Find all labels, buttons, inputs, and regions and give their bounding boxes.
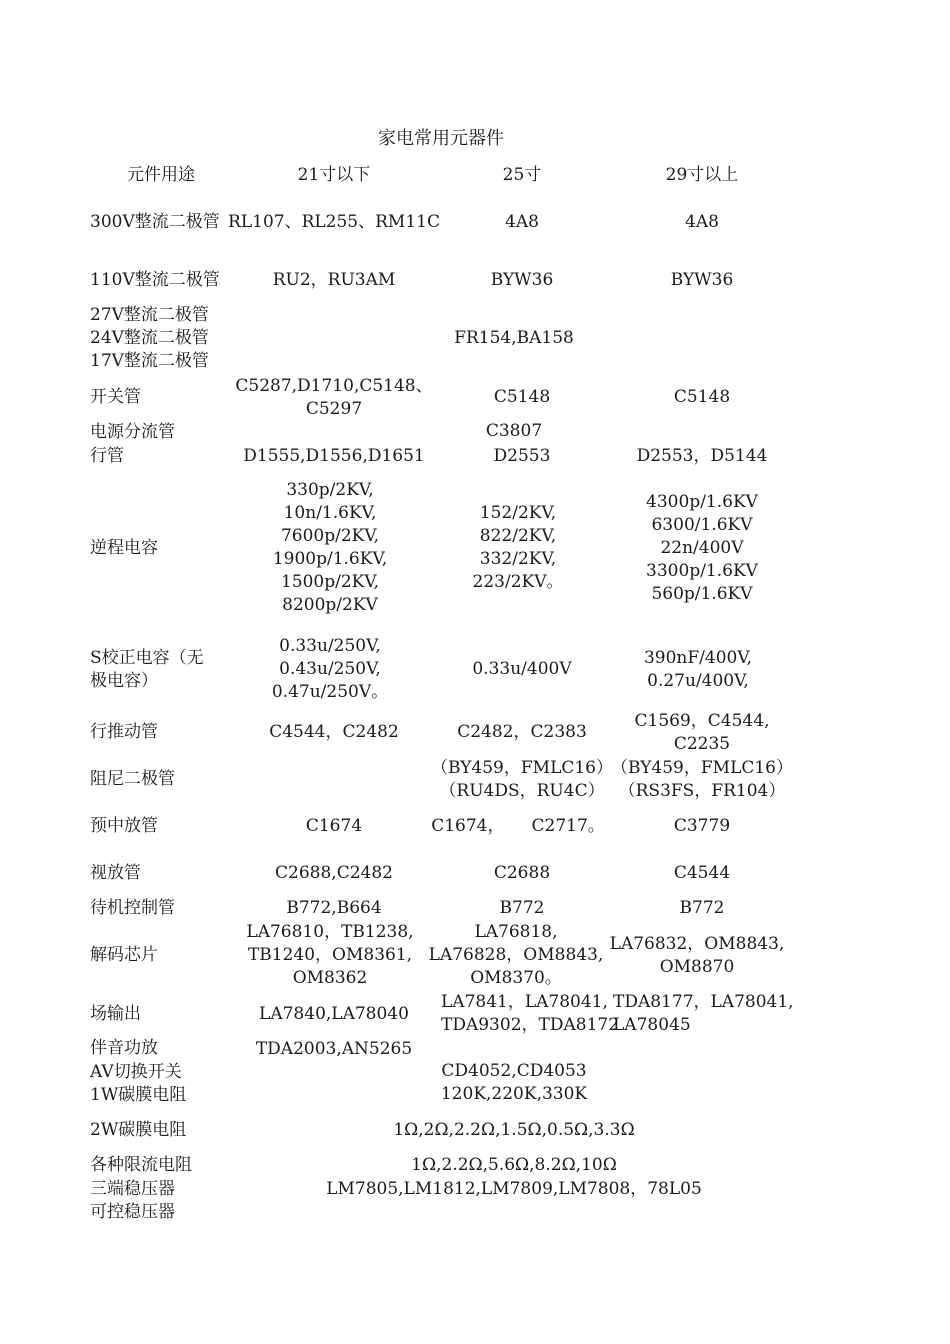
c25-cell: LA7841，LA78041, TDA9302，TDA8172 <box>441 992 620 1035</box>
c21-cell: D1555,D1556,D1651 <box>243 446 425 466</box>
usage-cell: 伴音功放 <box>90 1038 158 1058</box>
header-25inch: 25寸 <box>502 165 542 185</box>
usage-cell: 1W碳膜电阻 <box>90 1085 187 1105</box>
c21-cell: C2688,C2482 <box>275 863 393 883</box>
c29-cell: 4300p/1.6KV 6300/1.6KV 22n/400V 3300p/1.6KV 560p/1.6KV <box>646 492 758 604</box>
c29-cell: 390nF/400V, 0.27u/400V, <box>643 648 753 691</box>
usage-cell: 2W碳膜电阻 <box>90 1120 187 1140</box>
header-29inch: 29寸以上 <box>665 165 739 185</box>
c29-cell: C5148 <box>673 387 731 407</box>
c25-cell: C2482，C2383 <box>457 722 587 742</box>
c21-cell: C5287,D1710,C5148、 C5297 <box>235 376 433 419</box>
c21-cell: RL107、RL255、RM11C <box>228 212 440 232</box>
usage-cell: 开关管 <box>90 387 141 407</box>
c25-cell: BYW36 <box>490 270 554 290</box>
c29-cell: D2553，D5144 <box>636 446 768 466</box>
usage-cell: 阻尼二极管 <box>90 769 175 789</box>
usage-cell: 27V整流二极管 24V整流二极管 17V整流二极管 <box>90 305 209 371</box>
c29-cell: TDA8177，LA78041, LA78045 <box>613 992 794 1035</box>
shared-cell: 120K,220K,330K <box>440 1084 588 1104</box>
c25-cell: 0.33u/400V <box>472 659 572 679</box>
c25-cell: C3807 <box>485 421 543 441</box>
c29-cell: BYW36 <box>670 270 734 290</box>
c29-cell: C4544 <box>673 863 731 883</box>
header-usage: 元件用途 <box>127 165 195 185</box>
header-21inch: 21寸以下 <box>297 165 371 185</box>
c21-cell: LA7840,LA78040 <box>259 1004 409 1024</box>
c25-cell: D2553 <box>493 446 551 466</box>
usage-cell: 预中放管 <box>90 816 158 836</box>
c29-cell: （BY459，FMLC16） （RS3FS，FR104） <box>611 758 793 801</box>
usage-cell: AV切换开关 <box>90 1062 182 1082</box>
c21-cell: TDA2003,AN5265 <box>255 1039 413 1059</box>
c25-cell: C2688 <box>493 863 551 883</box>
usage-cell: 110V整流二极管 <box>90 270 220 290</box>
c29-cell: C3779 <box>673 816 731 836</box>
usage-cell: 可控稳压器 <box>90 1202 175 1222</box>
c21-cell: RU2，RU3AM <box>272 270 396 290</box>
c25-cell: 152/2KV, 822/2KV, 332/2KV, 223/2KV。 <box>472 503 564 592</box>
shared-cell: 1Ω,2Ω,2.2Ω,1.5Ω,0.5Ω,3.3Ω <box>393 1120 635 1140</box>
c29-cell: 4A8 <box>685 212 719 232</box>
c21-cell: B772,B664 <box>286 898 382 918</box>
page-title: 家电常用元器件 <box>378 128 504 149</box>
c29-cell: LA76832，OM8843, OM8870 <box>609 934 785 977</box>
usage-cell: 视放管 <box>90 863 141 883</box>
c25-cell: LA76818, LA76828，OM8843, OM8370。 <box>428 922 604 988</box>
usage-cell: 待机控制管 <box>90 898 175 918</box>
shared-cell: LM7805,LM1812,LM7809,LM7808，78L05 <box>326 1179 702 1199</box>
c25-cell: B772 <box>499 898 545 918</box>
usage-cell: 各种限流电阻 <box>90 1155 192 1175</box>
c21-cell: LA76810，TB1238, TB1240，OM8361, OM8362 <box>246 922 414 988</box>
c25-cell: C5148 <box>493 387 551 407</box>
usage-cell: 行推动管 <box>90 722 158 742</box>
shared-cell: FR154,BA158 <box>454 328 574 348</box>
c21-cell: 0.33u/250V, 0.43u/250V, 0.47u/250V。 <box>271 636 389 702</box>
usage-cell: 逆程电容 <box>90 538 158 558</box>
usage-cell: S校正电容（无 极电容） <box>90 648 204 691</box>
c25-cell: C1674， C2717。 <box>431 816 605 836</box>
c29-cell: B772 <box>679 898 725 918</box>
usage-cell: 解码芯片 <box>90 945 158 965</box>
usage-cell: 300V整流二极管 <box>90 212 220 232</box>
usage-cell: 三端稳压器 <box>90 1179 175 1199</box>
usage-cell: 行管 <box>90 446 124 466</box>
usage-cell: 电源分流管 <box>90 422 175 442</box>
c25-cell: （BY459，FMLC16） （RU4DS，RU4C） <box>431 758 613 801</box>
c21-cell: C1674 <box>305 816 363 836</box>
shared-cell: CD4052,CD4053 <box>441 1061 587 1081</box>
c21-cell: 330p/2KV, 10n/1.6KV, 7600p/2KV, 1900p/1.6KV, 1500p/2KV, 8200p/2KV <box>272 480 388 615</box>
c29-cell: C1569，C4544, C2235 <box>634 711 770 754</box>
usage-cell: 场输出 <box>90 1004 141 1024</box>
c21-cell: C4544，C2482 <box>269 722 399 742</box>
c25-cell: 4A8 <box>505 212 539 232</box>
shared-cell: 1Ω,2.2Ω,5.6Ω,8.2Ω,10Ω <box>411 1155 617 1175</box>
